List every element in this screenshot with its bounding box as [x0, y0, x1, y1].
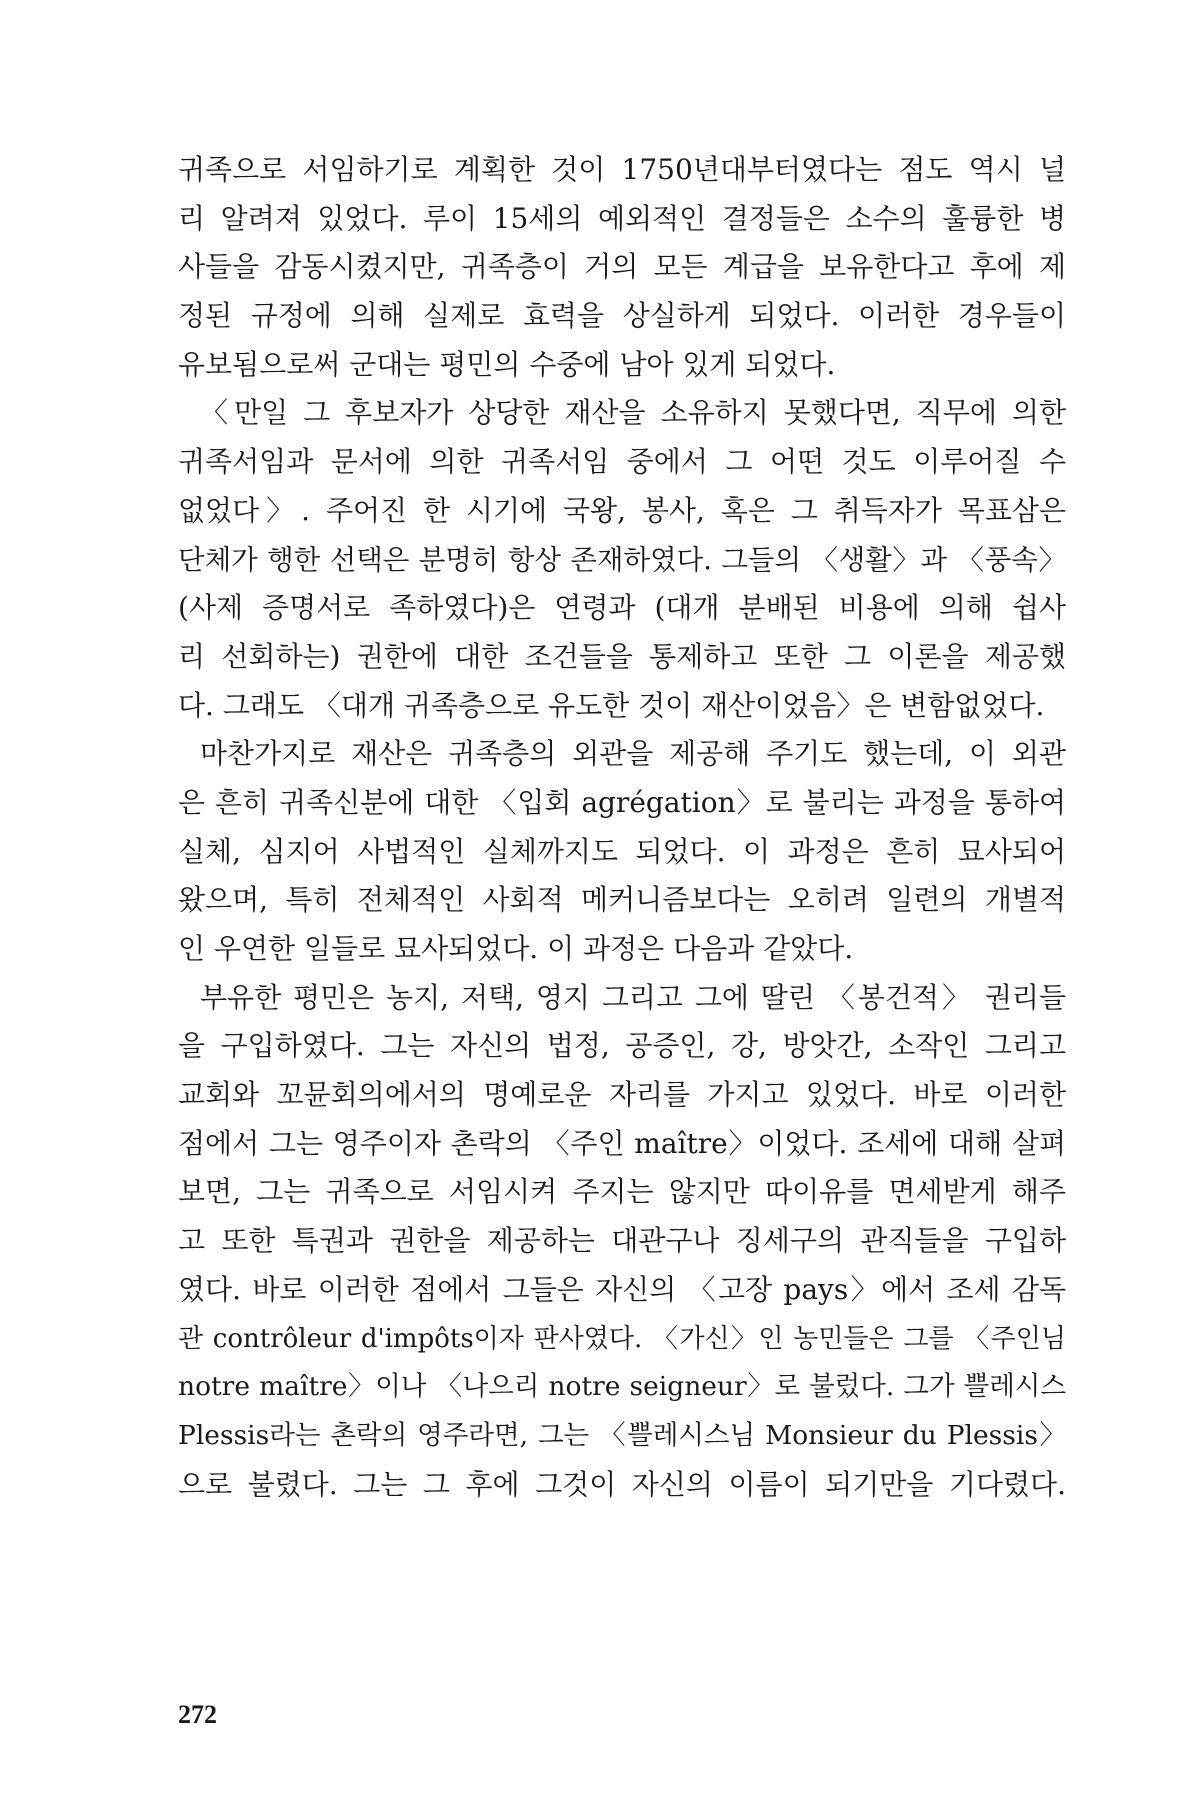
text-line: 없었다〉. 주어진 한 시기에 국왕, 봉사, 혹은 그 취득자가 목표삼은 — [178, 493, 1066, 527]
text-line: 왔으며, 특히 전체적인 사회적 메커니즘보다는 오히려 일련의 개별적 — [178, 883, 1066, 917]
text-line: 인 우연한 일들로 묘사되었다. 이 과정은 다음과 같았다. — [178, 932, 854, 965]
text-line: 을 구입하였다. 그는 자신의 법정, 공증인, 강, 방앗간, 소작인 그리고 — [178, 1029, 1066, 1063]
text-line: 부유한 평민은 농지, 저택, 영지 그리고 그에 딸린 〈봉건적〉 권리들 — [200, 980, 1066, 1014]
text-line: 〈만일 그 후보자가 상당한 재산을 소유하지 못했다면, 직무에 의한 — [200, 396, 1066, 430]
text-line: 리 알려져 있었다. 루이 15세의 예외적인 결정들은 소수의 훌륭한 병 — [178, 201, 1066, 235]
text-line: 귀족으로 서임하기로 계획한 것이 1750년대부터였다는 점도 역시 널 — [178, 153, 1066, 186]
text-line: 마찬가지로 재산은 귀족층의 외관을 제공해 주기도 했는데, 이 외관 — [200, 737, 1066, 771]
text-line: 정된 규정에 의해 실제로 효력을 상실하게 되었다. 이러한 경우들이 — [178, 299, 1066, 333]
text-line: 실체, 심지어 사법적인 실체까지도 되었다. 이 과정은 흔히 묘사되어 — [178, 834, 1066, 868]
text-line: notre maître〉이나 〈나으리 notre seigneur〉로 불렀다. 그가 쁠레시스 — [178, 1371, 1066, 1403]
body-text — [178, 146, 1066, 1509]
page-number: 272 — [178, 1700, 217, 1729]
text-line: 점에서 그는 영주이자 촌락의 〈주인 maître〉이었다. 조세에 대해 살펴 — [178, 1126, 1066, 1160]
text-line: 사들을 감동시켰지만, 귀족층이 거의 모든 계급을 보유한다고 후에 제 — [178, 250, 1066, 284]
text-line: (사제 증명서로 족하였다)은 연령과 (대개 분배된 비용에 의해 쉽사 — [178, 591, 1066, 625]
text-line: 였다. 바로 이러한 점에서 그들은 자신의 〈고장 pays〉에서 조세 감독 — [178, 1272, 1066, 1306]
text-line: 관 contrôleur d'impôts이자 판사였다. 〈가신〉인 농민들은 그를 〈주인님 — [178, 1323, 1066, 1354]
text-line: 귀족서임과 문서에 의한 귀족서임 중에서 그 어떤 것도 이루어질 수 — [178, 445, 1066, 479]
text-line: 은 흔히 귀족신분에 대한 〈입회 agrégation〉로 불리는 과정을 통하여 — [178, 785, 1066, 819]
text-line: 교회와 꼬뮨회의에서의 명예로운 자리를 가지고 있었다. 바로 이러한 — [178, 1078, 1066, 1112]
text-line: 단체가 행한 선택은 분명히 항상 존재하였다. 그들의 〈생활〉과 〈풍속〉 — [178, 543, 1066, 576]
text-line: 유보됨으로써 군대는 평민의 수중에 남아 있게 되었다. — [178, 347, 836, 381]
text-line: 리 선회하는) 권한에 대한 조건들을 통제하고 또한 그 이론을 제공했 — [178, 639, 1066, 673]
text-line: 고 또한 특권과 권한을 제공하는 대관구나 징세구의 관직들을 구입하 — [178, 1224, 1066, 1258]
text-line: Plessis라는 촌락의 영주라면, 그는 〈쁠레시스님 Monsieur du Plessis〉 — [178, 1419, 1066, 1451]
text-line: 다. 그래도 〈대개 귀족층으로 유도한 것이 재산이었음〉은 변함없었다. — [178, 688, 1045, 722]
text-line: 보면, 그는 귀족으로 서임시켜 주지는 않지만 따이유를 면세받게 해주 — [178, 1175, 1066, 1209]
text-line: 으로 불렸다. 그는 그 후에 그것이 자신의 이름이 되기만을 기다렸다. — [178, 1467, 1066, 1501]
